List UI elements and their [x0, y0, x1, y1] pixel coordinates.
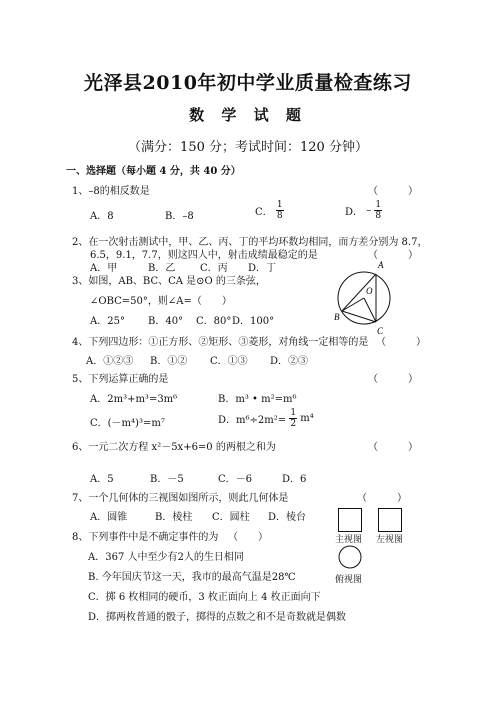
fraction-denominator: 8: [276, 211, 283, 221]
question-7-answer-paren: （ ）: [357, 493, 407, 504]
question-6-option-c: C．－6: [218, 474, 253, 485]
question-1-option-c: [255, 200, 284, 221]
question-6-text: 6、一元二次方程 x²－5x+6=0 的两根之和为: [72, 442, 276, 453]
circle-diagram: [332, 248, 402, 340]
question-7-option-a: A．圆锥: [90, 512, 128, 523]
question-5-answer-paren: （ ）: [368, 374, 418, 385]
question-8-option-a: A．367 人中至少有2人的生日相同: [88, 552, 244, 563]
question-8-option-c: C．掷 6 枚相同的硬币，3 枚正面向上 4 枚正面向下: [88, 592, 321, 603]
question-4-answer-paren: （ ）: [376, 337, 426, 348]
question-3-option-c: C．80°: [196, 316, 232, 327]
question-7-text: 7、一个几何体的三视图如图所示，则此几何体是: [72, 493, 289, 504]
question-8-option-b: B. 今年国庆节这一天，我市的最高气温是28℃: [88, 572, 296, 583]
question-6-answer-paren: （ ）: [368, 442, 418, 453]
question-1-option-d: [345, 200, 382, 221]
question-7-option-c: C．圆柱: [212, 512, 250, 523]
question-2-line-1: 2、在一次射击测试中，甲、乙、丙、丁的平均环数均相同，而方差分别为 8.7，: [72, 237, 428, 248]
question-2-option-b: B．乙: [148, 263, 176, 274]
question-2-line-2: 6.5，9.1，7.7，则这四人中，射击成绩最稳定的是: [90, 250, 318, 261]
section-heading: 一、选择题（每小题 4 分，共 40 分）: [66, 166, 241, 177]
fraction-numerator: 1: [290, 408, 297, 418]
question-8-option-d: D．掷两枚普通的骰子，掷得的点数之和不是奇数就是偶数: [88, 612, 347, 623]
question-6-option-a: A．5: [90, 474, 114, 485]
question-2-option-a: A．甲: [90, 263, 118, 274]
question-1-option-c-label: C．: [255, 207, 273, 218]
question-3-option-d: D．100°: [232, 316, 275, 327]
question-5-text: 5、下列运算正确的是: [72, 374, 169, 385]
point-o-label: O: [366, 286, 373, 296]
top-view-circle: [337, 544, 363, 570]
question-8-text: 8、下列事件中是不确定事件的为: [72, 532, 219, 543]
question-5-option-d-fraction: [289, 408, 297, 429]
fraction-numerator: 1: [276, 200, 283, 210]
question-5-option-d-pre: D．m⁶÷2m²=: [218, 415, 287, 426]
question-8-answer-paren: （ ）: [228, 532, 268, 543]
point-b-label: B: [334, 312, 340, 322]
front-view-square: [338, 508, 362, 532]
question-1-option-a: A．8: [90, 211, 114, 222]
question-4-text: 4、下列四边形：①正方形、②矩形、③菱形，对角线一定相等的是: [72, 337, 369, 348]
top-view-circle-shape: [339, 546, 361, 568]
radius-ob: [342, 298, 364, 311]
question-1-answer-paren: （ ）: [368, 186, 418, 197]
question-2-answer-paren: （ ）: [368, 250, 418, 261]
question-5-option-d: [218, 408, 314, 429]
fraction-numerator: 1: [375, 200, 382, 210]
question-1-option-d-label: D．: [345, 207, 364, 218]
question-3-option-b: B．40°: [148, 316, 184, 327]
question-1-option-d-sign: –: [366, 205, 372, 216]
question-6-option-b: B．－5: [150, 474, 184, 485]
question-6-option-d: D．6: [282, 474, 307, 485]
fraction-denominator: 2: [290, 419, 297, 429]
top-view-label: 俯视图: [335, 575, 363, 585]
front-view-label: 主视图: [335, 535, 363, 545]
question-5-option-b: B．m³ • m²=m⁶: [218, 394, 297, 405]
question-5-option-a: A．2m³+m³=3m⁶: [90, 394, 178, 405]
question-1-option-d-fraction: [374, 200, 382, 221]
question-7-option-d: D．棱台: [268, 512, 307, 523]
question-3-line-2: ∠OBC=50°，则∠A=（ ）: [90, 296, 232, 307]
left-view-square: [378, 508, 402, 532]
question-4-option-a: A．①②③: [86, 356, 134, 367]
question-3-option-a: A．25°: [90, 316, 125, 327]
question-3-line-1: 3、如图，AB、BC、CA 是⊙O 的三条弦，: [72, 276, 266, 287]
question-2-option-c: C．丙: [200, 263, 228, 274]
question-7-option-b: B．棱柱: [155, 512, 193, 523]
left-view-label: 左视图: [376, 535, 404, 545]
point-c-label: C: [377, 326, 384, 336]
question-5-option-d-post: m⁴: [300, 413, 314, 424]
exam-title: 光泽县2010年初中学业质量检查练习: [84, 72, 412, 94]
exam-info: （满分：150 分；考试时间：120 分钟）: [128, 140, 368, 155]
point-a-label: A: [378, 260, 384, 270]
fraction-denominator: 8: [375, 211, 382, 221]
question-1-text: 1、–8的相反数是: [72, 186, 150, 197]
question-1-option-b: B．–8: [165, 211, 194, 222]
question-5-option-c: C．(－m⁴)³=m⁷: [90, 418, 165, 429]
question-4-option-b: B．①②: [150, 356, 188, 367]
question-4-option-c: C．①③: [210, 356, 248, 367]
exam-subject: 数 学 试 题: [189, 106, 307, 124]
question-1-option-c-fraction: [276, 200, 284, 221]
question-4-option-d: D．②③: [270, 356, 309, 367]
question-2-option-d: D．丁: [248, 263, 277, 274]
